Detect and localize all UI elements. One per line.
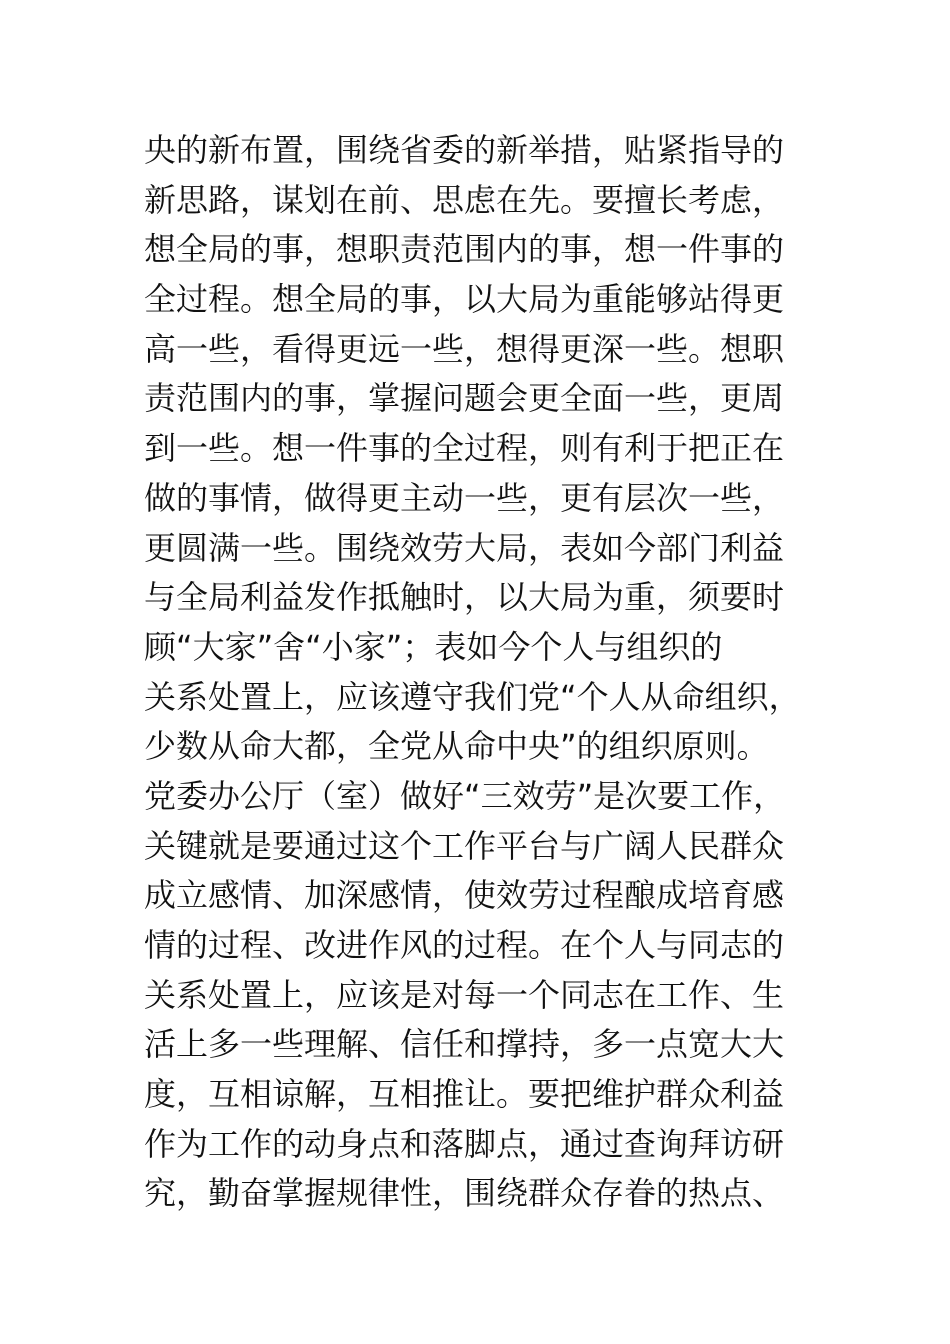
text-line: 央的新布置，围绕省委的新举措，贴紧指导的: [144, 131, 785, 169]
text-line: 高一些，看得更远一些，想得更深一些。想职: [144, 329, 785, 368]
text-line: 党委办公厅（室）做好“三效劳”是次要工作，: [144, 776, 786, 815]
text-line: 少数从命大都，全党从命中央”的组织原则。: [144, 727, 769, 766]
text-line: 与全局利益发作抵触时，以大局为重，须要时: [144, 578, 785, 617]
text-line: 关系处置上，应该是对每一个同志在工作、生: [144, 975, 785, 1014]
text-line: 顾“大家”舍“小家”；表如今个人与组织的: [144, 627, 723, 666]
text-line: 更圆满一些。围绕效劳大局，表如今部门利益: [144, 528, 785, 567]
text-line: 想全局的事，想职责范围内的事，想一件事的: [144, 230, 785, 269]
text-line: 究，勤奋掌握规律性，围绕群众存眷的热点、: [144, 1174, 785, 1213]
text-line: 作为工作的动身点和落脚点，通过查询拜访研: [144, 1124, 785, 1163]
text-line: 活上多一些理解、信任和撑持，多一点宽大大: [144, 1025, 785, 1064]
text-line: 新思路，谋划在前、思虑在先。要擅长考虑，: [144, 180, 785, 219]
text-line: 到一些。想一件事的全过程，则有利于把正在: [144, 429, 785, 468]
text-line: 全过程。想全局的事，以大局为重能够站得更: [144, 280, 785, 319]
text-line: 度，互相谅解，互相推让。要把维护群众利益: [144, 1075, 785, 1114]
text-line: 情的过程、改进作风的过程。在个人与同志的: [144, 926, 785, 964]
text-line: 责范围内的事，掌握问题会更全面一些，更周: [144, 379, 785, 418]
text-line: 做的事情，做得更主动一些，更有层次一些，: [144, 478, 785, 517]
text-line: 成立感情、加深感情，使效劳过程酿成培育感: [144, 876, 785, 915]
text-line: 关系处置上，应该遵守我们党“个人从命组织，: [144, 677, 801, 716]
text-line: 关键就是要通过这个工作平台与广阔人民群众: [144, 826, 785, 865]
body-text: [144, 126, 824, 1219]
